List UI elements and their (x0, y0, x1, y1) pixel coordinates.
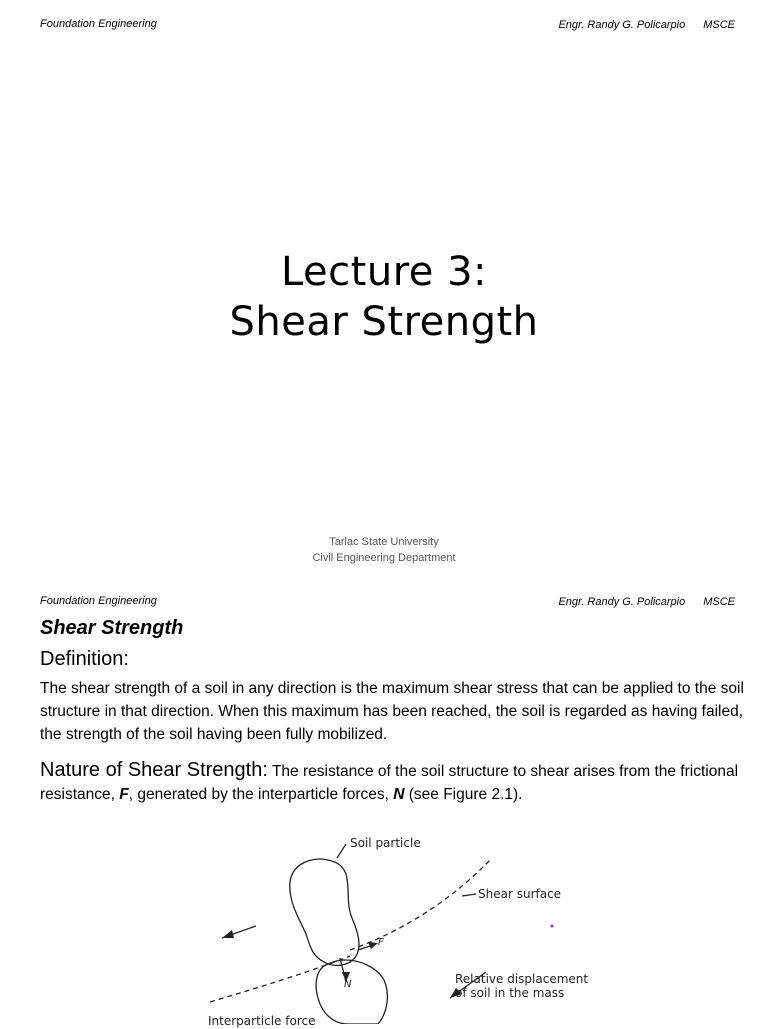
nature-text-2: , generated by the interparticle forces, (128, 786, 394, 803)
speck (550, 924, 553, 927)
lower-particle-shape (316, 960, 387, 1024)
figure-label-interparticle: Interparticle force (208, 1014, 316, 1028)
shear-figure (200, 822, 610, 1028)
nature-text-3: (see Figure 2.1). (404, 786, 523, 803)
header-degree: MSCE (703, 596, 735, 608)
header-author-block (558, 596, 735, 608)
nature-symbol-n: N (393, 786, 405, 803)
figure-label-f: F (378, 937, 384, 948)
surface-leader (462, 894, 476, 896)
figure-label-displacement-2: of soil in the mass (455, 986, 565, 1000)
header-degree: MSCE (703, 19, 735, 31)
shear-surface-upper (350, 858, 492, 950)
f-arrow-head (368, 942, 378, 949)
figure-label-particle: Soil particle (350, 836, 421, 850)
nature-label: Nature of Shear Strength: (40, 759, 268, 781)
figure-label-displacement-1: Relative displacement (455, 972, 589, 986)
nature-paragraph (40, 759, 745, 806)
definition-label: Definition: (40, 648, 129, 670)
header-course: Foundation Engineering (40, 595, 157, 607)
figure-label-n: N (344, 979, 352, 990)
affiliation-university: Tarlac State University (329, 536, 439, 548)
upper-particle-shape (290, 859, 359, 965)
nature-symbol-f: F (119, 786, 129, 803)
lecture-number: Lecture 3: (280, 249, 488, 295)
header-course: Foundation Engineering (40, 18, 157, 30)
lecture-title: Shear Strength (229, 299, 539, 345)
header-author: Engr. Randy G. Policarpio (558, 596, 686, 608)
header-author-block (558, 19, 735, 31)
section-title: Shear Strength (40, 617, 184, 639)
affiliation-department: Civil Engineering Department (312, 552, 456, 564)
nature-text-1: The resistance of the soil structure to shear arises from the frictional resistance, (40, 763, 739, 803)
left-arrow-head (222, 930, 234, 938)
header-author: Engr. Randy G. Policarpio (558, 19, 686, 31)
figure-label-surface: Shear surface (478, 887, 562, 901)
definition-text: The shear strength of a soil in any direction is the maximum shear stress that can be applied to the soil structure in that direction. When this maximum has been reached, the soil is regarded as having failed, the strength of the soil having been fully mobilized. (40, 680, 744, 743)
particle-leader (337, 844, 346, 858)
